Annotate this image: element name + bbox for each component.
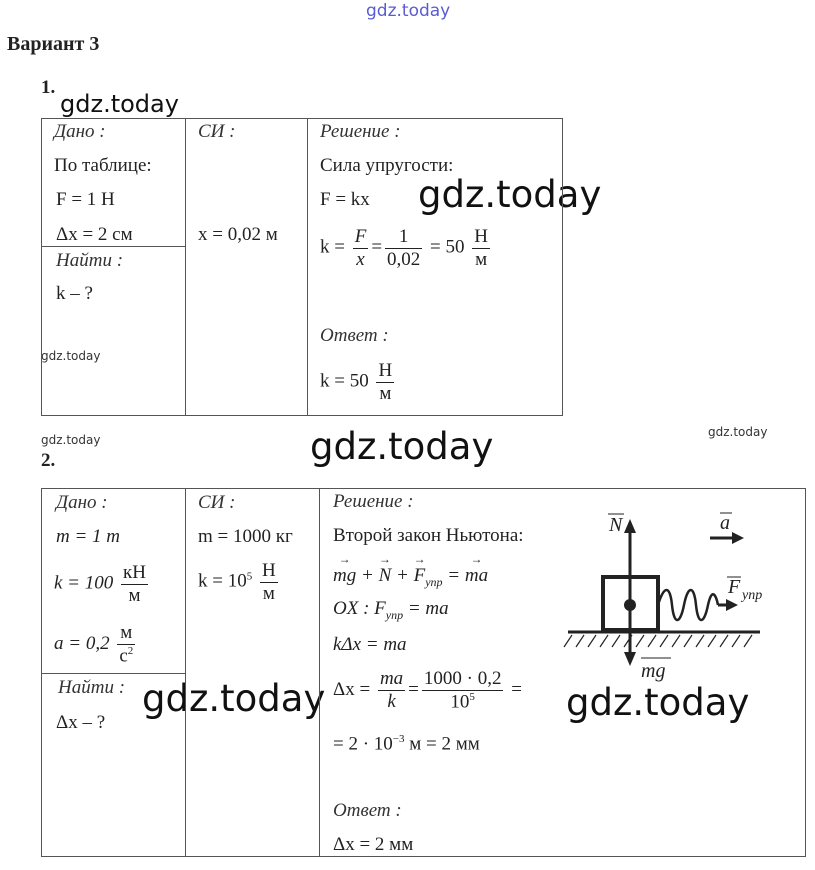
watermark: gdz.today xyxy=(566,681,750,724)
answer-header: Ответ : xyxy=(320,325,389,346)
answer: Δx = 2 мм xyxy=(333,834,414,855)
given-line: Δx = 2 см xyxy=(56,224,133,245)
hooke-equation: kΔx = ma xyxy=(333,634,407,655)
label-mg xyxy=(641,658,671,682)
force-diagram xyxy=(560,505,800,685)
si-line: x = 0,02 м xyxy=(198,224,278,245)
given-mass: m = 1 т xyxy=(56,526,121,547)
find-line: Δx – ? xyxy=(56,712,106,733)
find-header: Найти : xyxy=(58,677,126,698)
answer-header: Ответ : xyxy=(333,800,402,821)
dx-result: = $2 \cdot 10^{-3}$ м = 2 мм xyxy=(333,733,480,755)
solution-heading: Сила упругости: xyxy=(320,155,454,176)
label-N xyxy=(608,514,624,536)
newton-law: Второй закон Ньютона: xyxy=(333,525,524,546)
given-acceleration: a = 0,2 $\frac{м}{с^2}$ xyxy=(54,622,134,667)
svg-text:a: a xyxy=(720,512,730,534)
si-header: СИ : xyxy=(198,492,236,513)
solution-header: Решение : xyxy=(320,121,401,142)
problem-1-number: 1. xyxy=(41,77,56,98)
svg-text:N: N xyxy=(609,514,623,536)
solution-header: Решение : xyxy=(333,491,414,512)
watermark: gdz.today xyxy=(418,173,602,216)
watermark: gdz.today xyxy=(60,90,179,118)
label-F-upr xyxy=(727,576,762,603)
problem-2-number: 2. xyxy=(41,450,56,471)
dx-calculation: Δx = $\frac{ma}{k}$ = $\frac{1000 \cdot 0,2}{10^5}$ = xyxy=(333,668,522,713)
find-line: k – ? xyxy=(56,283,93,304)
watermark: gdz.today xyxy=(41,349,101,363)
given-header: Дано : xyxy=(54,121,106,142)
given-line: F = 1 Н xyxy=(56,189,115,210)
label-a xyxy=(720,512,732,534)
projection-ox: OX : $F_{упр}$ = ma xyxy=(333,598,449,622)
watermark: gdz.today xyxy=(142,677,326,720)
find-header: Найти : xyxy=(56,250,124,271)
vector-equation: → mg + → N + → $F_{упр}$ = → ma xyxy=(333,565,488,590)
page-title: Вариант 3 xyxy=(7,33,100,55)
ground-hatching xyxy=(564,635,752,647)
answer: k = 50 $\frac{Н}{м}$ xyxy=(320,360,393,404)
solution-formula: F = kx xyxy=(320,189,370,210)
given-stiffness: k = 100 $\frac{кН}{м}$ xyxy=(54,562,146,606)
si-header: СИ : xyxy=(198,121,236,142)
si-mass: m = 1000 кг xyxy=(198,526,293,547)
watermark-top: gdz.today xyxy=(366,1,451,21)
given-header: Дано : xyxy=(56,492,108,513)
solution-calculation: k = $\frac{F}{x}$ = $\frac{1}{0,02}$ = 50 $\frac{Н}{м}$ xyxy=(320,226,488,270)
svg-text:mg: mg xyxy=(641,660,666,682)
si-stiffness: $k = 10^5$ $\frac{Н}{м}$ xyxy=(198,560,276,604)
svg-text:F: F xyxy=(728,576,741,598)
watermark: gdz.today xyxy=(708,425,768,439)
given-line: По таблице: xyxy=(54,155,152,176)
spring xyxy=(658,590,718,620)
watermark: gdz.today xyxy=(41,433,101,447)
watermark: gdz.today xyxy=(310,425,494,468)
svg-text:упр: упр xyxy=(742,588,763,603)
